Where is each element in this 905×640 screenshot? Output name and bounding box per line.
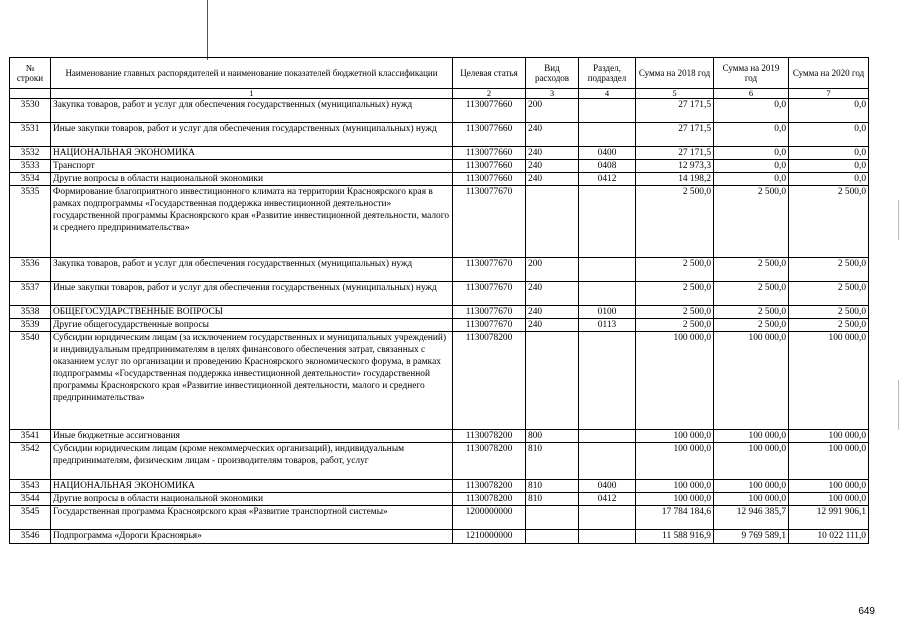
row-exp-type bbox=[526, 186, 579, 258]
row-exp-type: 200 bbox=[526, 258, 579, 282]
table-body bbox=[10, 99, 869, 544]
row-exp-type: 810 bbox=[526, 480, 579, 493]
row-name: Закупка товаров, работ и услуг для обеспечения государственных (муниципальных) нужд bbox=[51, 258, 453, 282]
row-number: 3543 bbox=[10, 480, 51, 493]
row-exp-type: 240 bbox=[526, 173, 579, 186]
row-exp-type: 240 bbox=[526, 147, 579, 160]
header-row-no: № строки bbox=[10, 58, 51, 89]
row-number: 3532 bbox=[10, 147, 51, 160]
table-row bbox=[10, 319, 869, 332]
col-number: 1 bbox=[51, 89, 453, 99]
col-number: 6 bbox=[714, 89, 789, 99]
row-target: 1200000000 bbox=[453, 506, 526, 530]
row-sum-2020: 100 000,0 bbox=[789, 443, 869, 480]
row-target: 1130077670 bbox=[453, 319, 526, 332]
row-name: Транспорт bbox=[51, 160, 453, 173]
scan-artifact bbox=[898, 200, 899, 240]
row-sum-2019: 2 500,0 bbox=[714, 186, 789, 258]
row-sum-2020: 2 500,0 bbox=[789, 319, 869, 332]
table-row bbox=[10, 282, 869, 306]
table-row bbox=[10, 306, 869, 319]
row-sum-2018: 12 973,3 bbox=[636, 160, 714, 173]
table-row bbox=[10, 258, 869, 282]
row-sum-2019: 100 000,0 bbox=[714, 430, 789, 443]
row-name: Государственная программа Красноярского края «Развитие транспортной системы» bbox=[51, 506, 453, 530]
header-target: Целевая статья bbox=[453, 58, 526, 89]
row-number: 3540 bbox=[10, 332, 51, 430]
row-section bbox=[579, 530, 636, 544]
scan-line bbox=[207, 0, 208, 60]
row-section bbox=[579, 282, 636, 306]
row-target: 1130078200 bbox=[453, 493, 526, 506]
row-sum-2020: 0,0 bbox=[789, 147, 869, 160]
table-row bbox=[10, 160, 869, 173]
row-exp-type: 240 bbox=[526, 319, 579, 332]
row-number: 3536 bbox=[10, 258, 51, 282]
table-row bbox=[10, 147, 869, 160]
row-sum-2020: 12 991 906,1 bbox=[789, 506, 869, 530]
row-name: Иные закупки товаров, работ и услуг для обеспечения государственных (муниципальных) нужд bbox=[51, 282, 453, 306]
col-number: 4 bbox=[579, 89, 636, 99]
row-section bbox=[579, 123, 636, 147]
row-target: 1130078200 bbox=[453, 480, 526, 493]
row-section: 0408 bbox=[579, 160, 636, 173]
row-section bbox=[579, 506, 636, 530]
row-target: 1130078200 bbox=[453, 430, 526, 443]
row-name: Другие общегосударственные вопросы bbox=[51, 319, 453, 332]
row-sum-2018: 2 500,0 bbox=[636, 319, 714, 332]
row-exp-type bbox=[526, 332, 579, 430]
row-sum-2019: 100 000,0 bbox=[714, 480, 789, 493]
scan-artifact bbox=[898, 380, 899, 430]
row-target: 1130077670 bbox=[453, 306, 526, 319]
row-sum-2020: 2 500,0 bbox=[789, 306, 869, 319]
row-sum-2019: 0,0 bbox=[714, 160, 789, 173]
row-sum-2020: 10 022 111,0 bbox=[789, 530, 869, 544]
row-section: 0412 bbox=[579, 173, 636, 186]
header-row bbox=[10, 58, 869, 89]
row-number: 3545 bbox=[10, 506, 51, 530]
row-sum-2019: 100 000,0 bbox=[714, 493, 789, 506]
col-number: 2 bbox=[453, 89, 526, 99]
row-sum-2019: 0,0 bbox=[714, 147, 789, 160]
row-sum-2018: 2 500,0 bbox=[636, 282, 714, 306]
row-target: 1130077670 bbox=[453, 258, 526, 282]
col-number: 7 bbox=[789, 89, 869, 99]
col-number: 5 bbox=[636, 89, 714, 99]
row-target: 1130078200 bbox=[453, 443, 526, 480]
row-sum-2018: 27 171,5 bbox=[636, 123, 714, 147]
row-sum-2019: 9 769 589,1 bbox=[714, 530, 789, 544]
row-sum-2018: 100 000,0 bbox=[636, 493, 714, 506]
row-sum-2018: 27 171,5 bbox=[636, 99, 714, 123]
row-name: Закупка товаров, работ и услуг для обеспечения государственных (муниципальных) нужд bbox=[51, 99, 453, 123]
row-sum-2020: 2 500,0 bbox=[789, 282, 869, 306]
row-target: 1130077660 bbox=[453, 147, 526, 160]
row-section: 0400 bbox=[579, 147, 636, 160]
table-row bbox=[10, 186, 869, 258]
header-exp-type: Вид расходов bbox=[526, 58, 579, 89]
row-sum-2018: 100 000,0 bbox=[636, 443, 714, 480]
row-sum-2020: 100 000,0 bbox=[789, 332, 869, 430]
row-section: 0113 bbox=[579, 319, 636, 332]
row-number: 3541 bbox=[10, 430, 51, 443]
row-sum-2020: 2 500,0 bbox=[789, 186, 869, 258]
table-row bbox=[10, 443, 869, 480]
table-row bbox=[10, 530, 869, 544]
row-number: 3537 bbox=[10, 282, 51, 306]
row-sum-2020: 0,0 bbox=[789, 160, 869, 173]
row-name: ОБЩЕГОСУДАРСТВЕННЫЕ ВОПРОСЫ bbox=[51, 306, 453, 319]
row-name: НАЦИОНАЛЬНАЯ ЭКОНОМИКА bbox=[51, 147, 453, 160]
row-sum-2020: 0,0 bbox=[789, 99, 869, 123]
row-number: 3546 bbox=[10, 530, 51, 544]
row-target: 1130077670 bbox=[453, 186, 526, 258]
row-name: Формирование благоприятного инвестиционного климата на территории Красноярского края в рамках подпрограммы «Государственная поддержка инвестиционной деятельности» государственной программы Красноярского края «Развитие инвестиционной деятельности, малого и среднего предпринимательства» bbox=[51, 186, 453, 258]
row-exp-type: 240 bbox=[526, 306, 579, 319]
row-section bbox=[579, 443, 636, 480]
row-sum-2018: 2 500,0 bbox=[636, 186, 714, 258]
table-row bbox=[10, 493, 869, 506]
row-section bbox=[579, 258, 636, 282]
header-sum-2020: Сумма на 2020 год bbox=[789, 58, 869, 89]
row-section: 0400 bbox=[579, 480, 636, 493]
row-exp-type: 240 bbox=[526, 160, 579, 173]
row-section bbox=[579, 430, 636, 443]
row-name: Другие вопросы в области национальной экономики bbox=[51, 173, 453, 186]
row-target: 1130077670 bbox=[453, 282, 526, 306]
row-number: 3544 bbox=[10, 493, 51, 506]
row-number: 3542 bbox=[10, 443, 51, 480]
row-name: Субсидии юридическим лицам (кроме некоммерческих организаций), индивидуальным предпринимателям, физическим лицам - производителям товаров, работ, услуг bbox=[51, 443, 453, 480]
row-sum-2020: 100 000,0 bbox=[789, 430, 869, 443]
row-name: Субсидии юридическим лицам (за исключением государственных и муниципальных учреждений) и индивидуальным предпринимателям в целях финансового обеспечения затрат, связанных с оказанием услуг по организации и проведению Красноярского экономического форума, в рамках подпрограммы «Государственная поддержка инвестиционной деятельности» государственной программы Красноярского края «Развитие инвестиционной деятельности, малого и среднего предпринимательства» bbox=[51, 332, 453, 430]
header-name: Наименование главных распорядителей и наименование показателей бюджетной классификации bbox=[51, 58, 453, 89]
row-number: 3533 bbox=[10, 160, 51, 173]
row-exp-type: 810 bbox=[526, 443, 579, 480]
row-name: НАЦИОНАЛЬНАЯ ЭКОНОМИКА bbox=[51, 480, 453, 493]
row-sum-2019: 2 500,0 bbox=[714, 282, 789, 306]
table-row bbox=[10, 332, 869, 430]
row-exp-type bbox=[526, 530, 579, 544]
column-number-row bbox=[10, 89, 869, 99]
table-row bbox=[10, 123, 869, 147]
row-exp-type: 800 bbox=[526, 430, 579, 443]
header-sum-2019: Сумма на 2019 год bbox=[714, 58, 789, 89]
col-number: 3 bbox=[526, 89, 579, 99]
row-target: 1130077660 bbox=[453, 99, 526, 123]
row-target: 1130077660 bbox=[453, 173, 526, 186]
table-row bbox=[10, 506, 869, 530]
row-sum-2020: 2 500,0 bbox=[789, 258, 869, 282]
row-exp-type bbox=[526, 506, 579, 530]
row-sum-2018: 100 000,0 bbox=[636, 332, 714, 430]
row-number: 3530 bbox=[10, 99, 51, 123]
table-row bbox=[10, 173, 869, 186]
row-number: 3538 bbox=[10, 306, 51, 319]
row-number: 3531 bbox=[10, 123, 51, 147]
table-row bbox=[10, 430, 869, 443]
budget-table bbox=[9, 57, 869, 544]
row-sum-2020: 0,0 bbox=[789, 173, 869, 186]
header-sum-2018: Сумма на 2018 год bbox=[636, 58, 714, 89]
row-section: 0412 bbox=[579, 493, 636, 506]
table-row bbox=[10, 480, 869, 493]
row-sum-2018: 27 171,5 bbox=[636, 147, 714, 160]
row-sum-2020: 100 000,0 bbox=[789, 493, 869, 506]
col-number bbox=[10, 89, 51, 99]
page-number: 649 bbox=[858, 606, 875, 617]
row-section: 0100 bbox=[579, 306, 636, 319]
row-exp-type: 810 bbox=[526, 493, 579, 506]
row-sum-2018: 17 784 184,6 bbox=[636, 506, 714, 530]
row-exp-type: 200 bbox=[526, 99, 579, 123]
row-section bbox=[579, 332, 636, 430]
row-target: 1210000000 bbox=[453, 530, 526, 544]
row-exp-type: 240 bbox=[526, 123, 579, 147]
row-name: Подпрограмма «Дороги Красноярья» bbox=[51, 530, 453, 544]
row-target: 1130077660 bbox=[453, 123, 526, 147]
row-sum-2020: 100 000,0 bbox=[789, 480, 869, 493]
row-name: Иные закупки товаров, работ и услуг для обеспечения государственных (муниципальных) нужд bbox=[51, 123, 453, 147]
row-sum-2019: 100 000,0 bbox=[714, 332, 789, 430]
row-sum-2020: 0,0 bbox=[789, 123, 869, 147]
header-section: Раздел, подраздел bbox=[579, 58, 636, 89]
row-sum-2019: 2 500,0 bbox=[714, 319, 789, 332]
row-name: Другие вопросы в области национальной экономики bbox=[51, 493, 453, 506]
row-target: 1130078200 bbox=[453, 332, 526, 430]
table-row bbox=[10, 99, 869, 123]
row-section bbox=[579, 186, 636, 258]
row-sum-2019: 100 000,0 bbox=[714, 443, 789, 480]
row-sum-2018: 14 198,2 bbox=[636, 173, 714, 186]
row-sum-2019: 0,0 bbox=[714, 99, 789, 123]
row-sum-2018: 2 500,0 bbox=[636, 258, 714, 282]
row-sum-2019: 2 500,0 bbox=[714, 306, 789, 319]
row-sum-2019: 0,0 bbox=[714, 123, 789, 147]
row-number: 3539 bbox=[10, 319, 51, 332]
row-exp-type: 240 bbox=[526, 282, 579, 306]
row-sum-2019: 2 500,0 bbox=[714, 258, 789, 282]
row-number: 3535 bbox=[10, 186, 51, 258]
row-number: 3534 bbox=[10, 173, 51, 186]
row-sum-2019: 12 946 385,7 bbox=[714, 506, 789, 530]
row-sum-2019: 0,0 bbox=[714, 173, 789, 186]
row-sum-2018: 100 000,0 bbox=[636, 480, 714, 493]
row-sum-2018: 100 000,0 bbox=[636, 430, 714, 443]
row-section bbox=[579, 99, 636, 123]
row-sum-2018: 2 500,0 bbox=[636, 306, 714, 319]
row-target: 1130077660 bbox=[453, 160, 526, 173]
row-sum-2018: 11 588 916,9 bbox=[636, 530, 714, 544]
row-name: Иные бюджетные ассигнования bbox=[51, 430, 453, 443]
